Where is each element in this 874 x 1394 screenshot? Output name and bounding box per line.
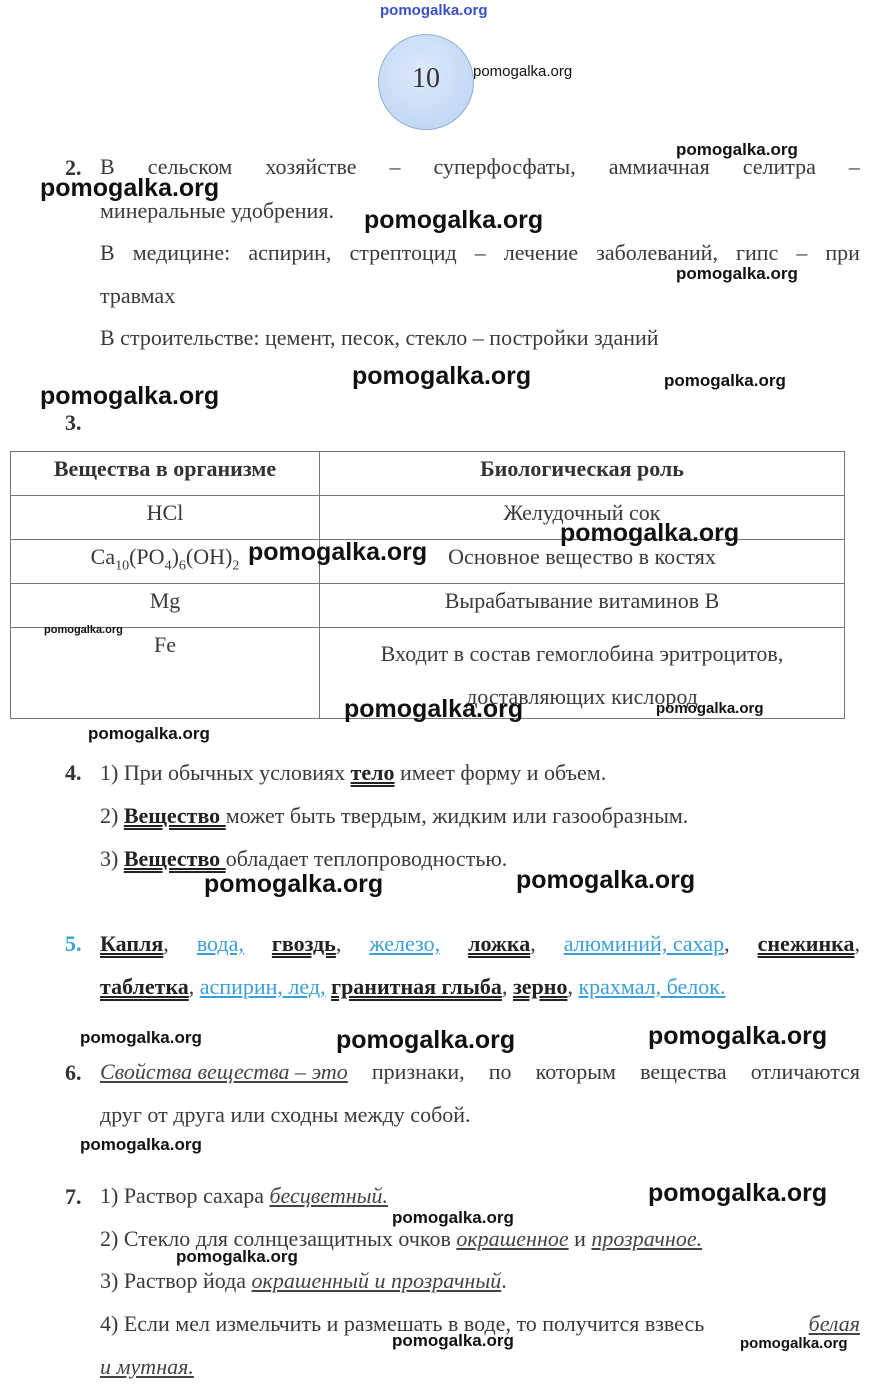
table-cell: Основное вещество в костях <box>320 540 845 584</box>
watermark: pomogalka.org <box>204 870 384 898</box>
watermark: pomogalka.org <box>352 362 532 390</box>
table-cell: HCl <box>11 496 320 540</box>
watermark: pomogalka.org <box>364 206 544 234</box>
watermark: pomogalka.org <box>664 371 786 390</box>
watermark: pomogalka.org <box>516 866 696 894</box>
q3-number: 3. <box>65 410 82 435</box>
q2-line4: травмах <box>100 283 176 308</box>
watermark: pomogalka.org <box>88 724 210 743</box>
q7-line2: 2) Стекло для солнцезащитных очков окрашенное и прозрачное. <box>100 1226 703 1251</box>
watermark: pomogalka.org <box>40 382 220 410</box>
watermark: pomogalka.org <box>40 174 220 202</box>
q5-line1: Капля, вода, гвоздь, железо, ложка, алюминий, сахар, снежинка, <box>100 931 860 956</box>
watermark: pomogalka.org <box>392 1331 514 1350</box>
q5-number: 5. <box>65 931 82 956</box>
watermark: pomogalka.org <box>560 519 740 547</box>
q7-line1: 1) Раствор сахара бесцветный. <box>100 1183 389 1208</box>
watermark: pomogalka.org <box>248 538 428 566</box>
table-cell: Fe <box>11 628 320 719</box>
q6-line1: Свойства вещества – это признаки, по которым вещества отличаются <box>100 1059 860 1084</box>
top-watermark: pomogalka.org <box>380 2 488 19</box>
q7-line5: и мутная. <box>100 1354 194 1379</box>
watermark: pomogalka.org <box>473 63 573 80</box>
table-cell: $Ca_{10}(PO_4)_6(OH)_2$ <box>11 540 320 584</box>
q7-number: 7. <box>65 1184 82 1209</box>
q5-line2: таблетка, аспирин, лед, гранитная глыба, зерно, крахмал, белок. <box>100 974 726 999</box>
table-cell: Вырабатывание витаминов В <box>320 584 845 628</box>
watermark: pomogalka.org <box>336 1026 516 1054</box>
q4-number: 4. <box>65 760 82 785</box>
table-row <box>11 584 845 628</box>
watermark: pomogalka.org <box>676 140 798 159</box>
q7-line4: 4) Если мел измельчить и размешать в воде, то получится взвесь белая <box>100 1311 860 1336</box>
watermark: pomogalka.org <box>392 1208 514 1227</box>
q6-number: 6. <box>65 1060 82 1085</box>
watermark: pomogalka.org <box>676 264 798 283</box>
watermark: pomogalka.org <box>740 1335 848 1352</box>
table-header-row <box>11 452 845 496</box>
q4-line3: 3) Вещество обладает теплопроводностью. <box>100 846 508 871</box>
watermark: pomogalka.org <box>648 1022 828 1050</box>
watermark: pomogalka.org <box>344 695 524 723</box>
q2-number: 2. <box>65 155 82 180</box>
page-number-badge <box>378 34 474 130</box>
substances-table <box>10 451 845 719</box>
table-header-cell: Биологическая роль <box>320 452 845 496</box>
page-number: 10 <box>412 63 440 94</box>
q2-line3: В медицине: аспирин, стрептоцид – лечение заболеваний, гипс – при <box>100 240 860 265</box>
q7-line3: 3) Раствор йода окрашенный и прозрачный. <box>100 1268 507 1293</box>
q2-line2: минеральные удобрения. <box>100 198 334 223</box>
q6-line2: друг от друга или сходны между собой. <box>100 1102 471 1127</box>
table-cell: Желудочный сок <box>320 496 845 540</box>
watermark: pomogalka.org <box>44 624 123 636</box>
q2-line1: В сельском хозяйстве – суперфосфаты, аммиачная селитра – <box>100 154 860 179</box>
watermark: pomogalka.org <box>80 1028 202 1047</box>
watermark: pomogalka.org <box>648 1179 828 1207</box>
watermark: pomogalka.org <box>176 1247 298 1266</box>
watermark: pomogalka.org <box>80 1135 202 1154</box>
q4-line1: 1) При обычных условиях тело имеет форму и объем. <box>100 760 607 785</box>
table-header-cell: Вещества в организме <box>11 452 320 496</box>
q4-line2: 2) Вещество может быть твердым, жидким или газообразным. <box>100 803 689 828</box>
table-cell: Входит в состав гемоглобина эритроцитов, доставляющих кислород <box>320 628 845 719</box>
table-cell: Mg <box>11 584 320 628</box>
q2-line5: В строительстве: цемент, песок, стекло – постройки зданий <box>100 325 659 350</box>
watermark: pomogalka.org <box>656 700 764 717</box>
